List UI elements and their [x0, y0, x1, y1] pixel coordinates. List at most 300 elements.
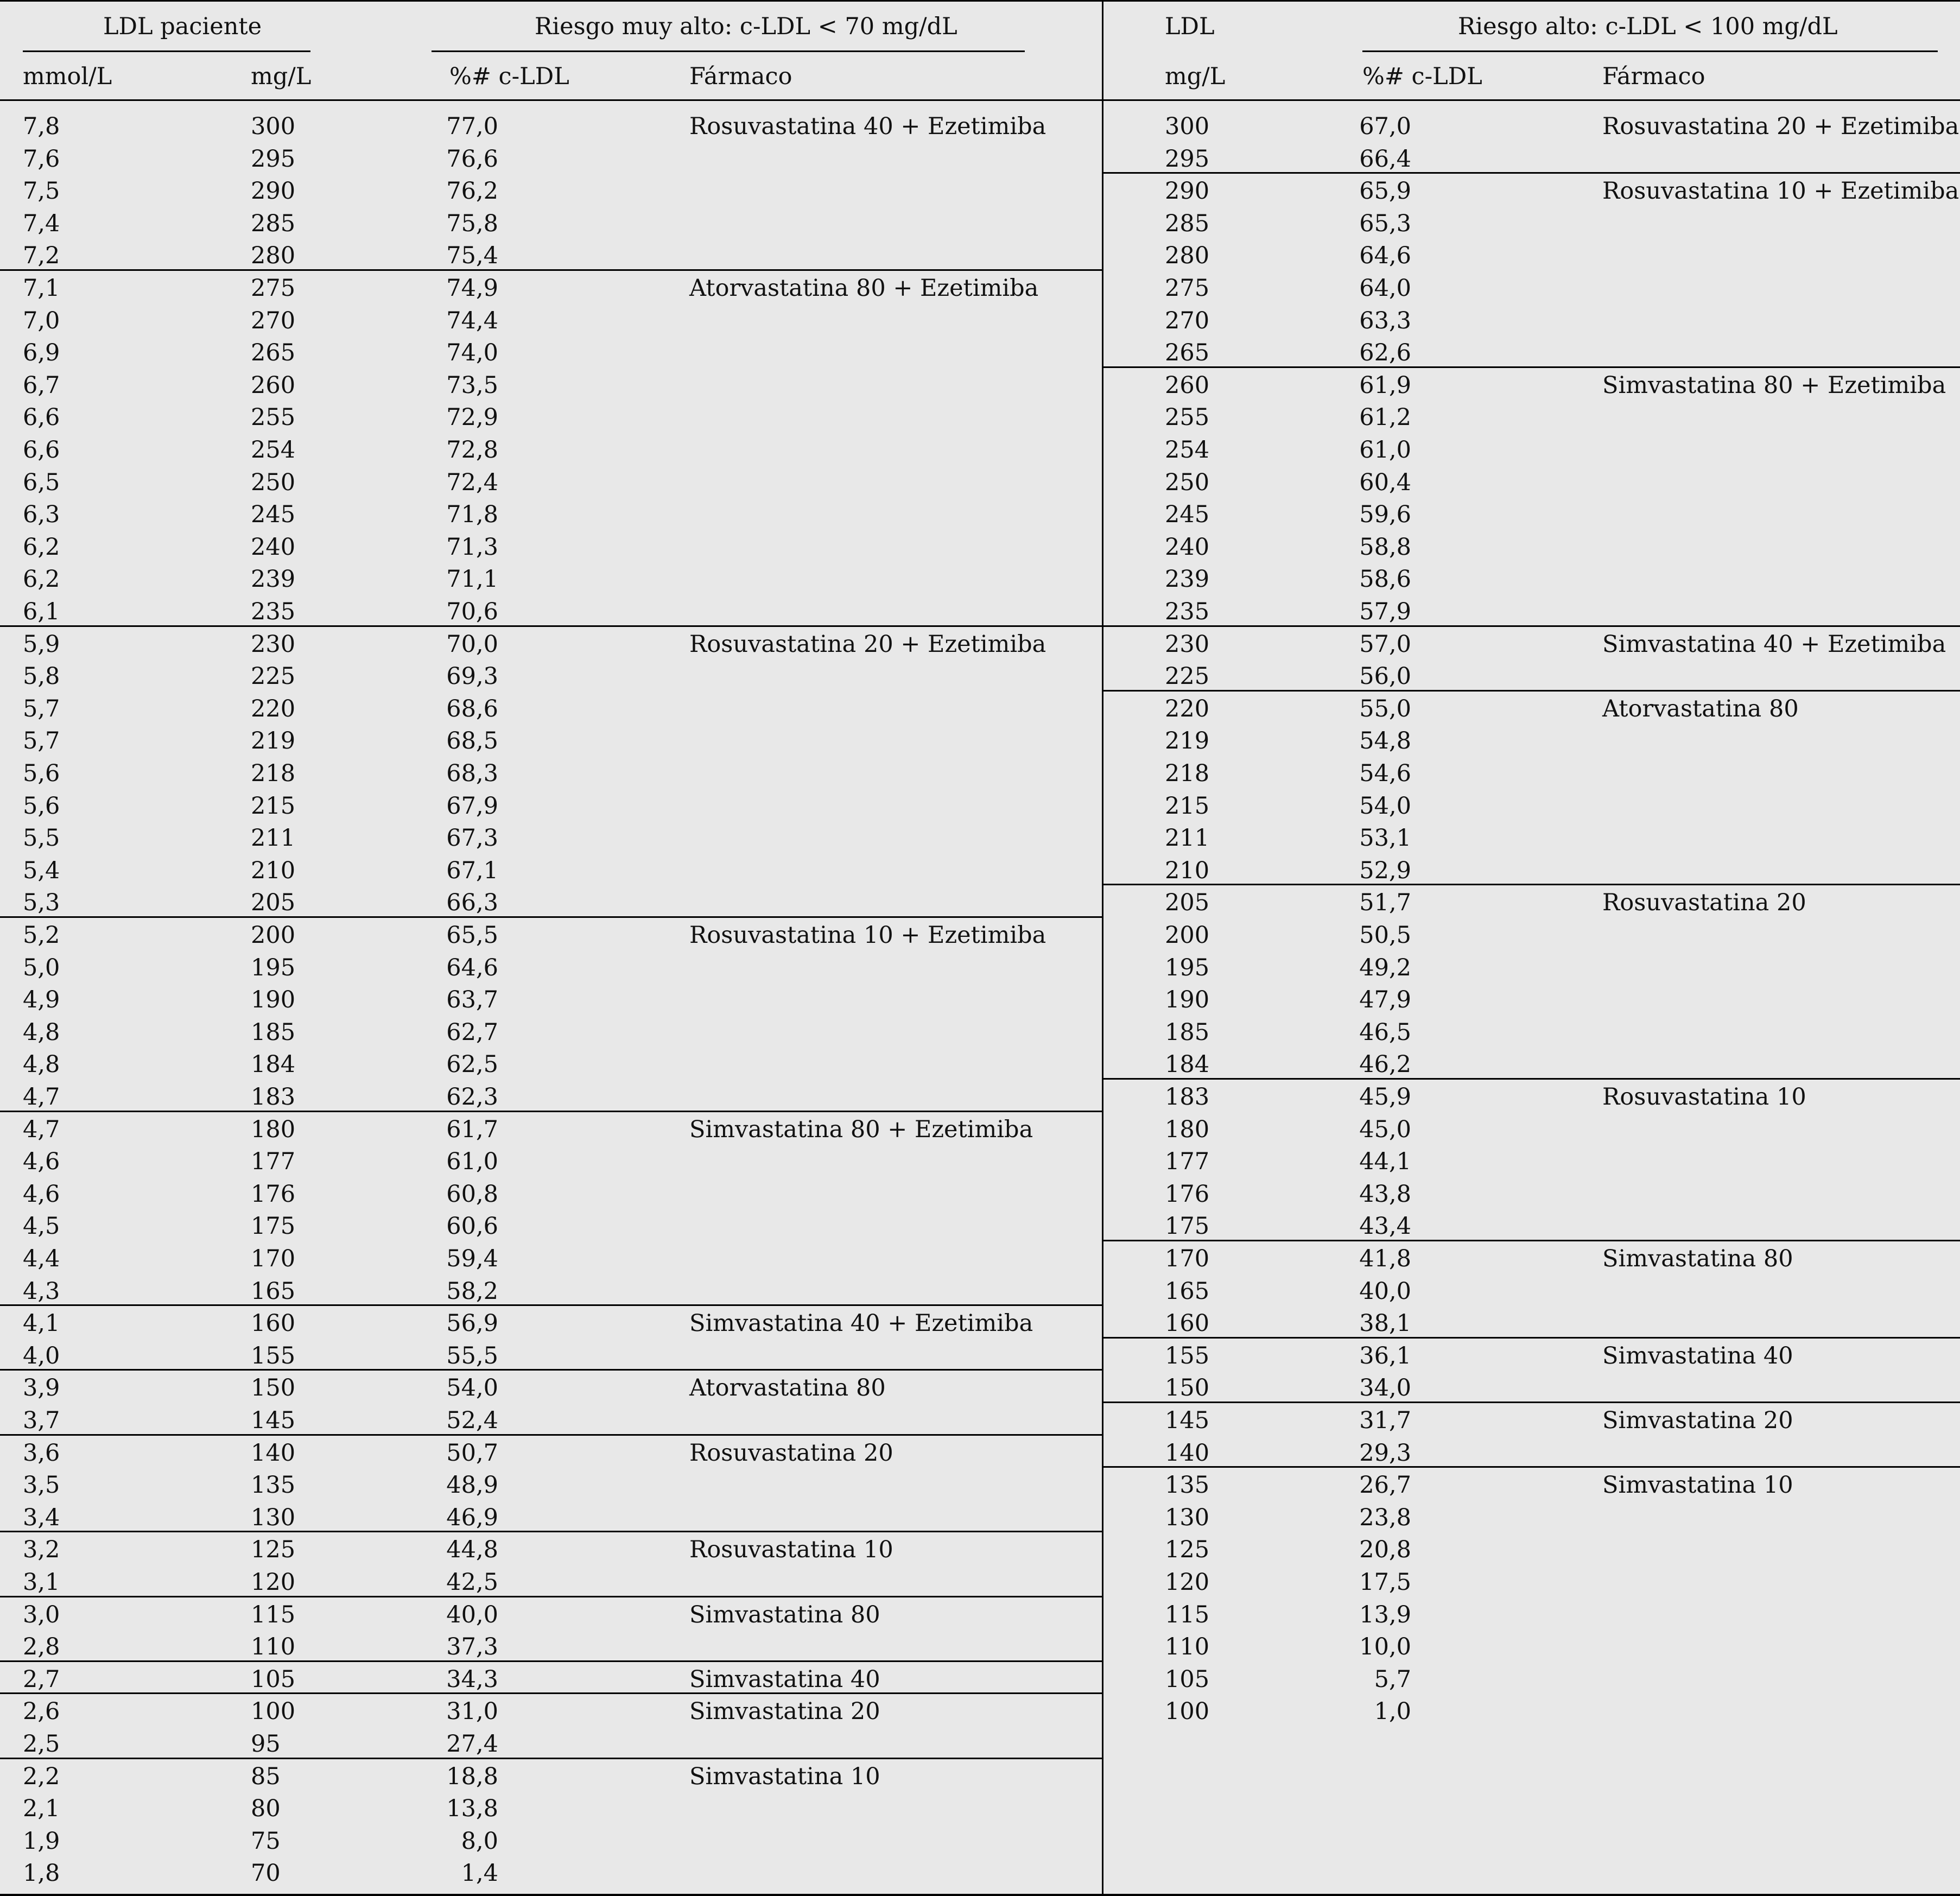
- left-group-header-riesgo-muy-alto: Riesgo muy alto: c-LDL < 70 mg/dL: [535, 13, 957, 40]
- left-cell-mmol: 5,2: [23, 922, 60, 949]
- right-cell-pct: 55,0: [1359, 695, 1411, 722]
- right-cell-mgl: 254: [1165, 436, 1210, 464]
- left-cell-mgl: 225: [251, 663, 296, 690]
- left-cell-mgl: 185: [251, 1018, 296, 1046]
- left-cell-mgl: 135: [251, 1472, 296, 1499]
- left-cell-mmol: 3,0: [23, 1601, 60, 1628]
- right-cell-pct: 51,7: [1359, 889, 1411, 917]
- left-cell-pct: 62,3: [446, 1083, 498, 1111]
- left-cell-pct: 61,0: [446, 1148, 498, 1176]
- left-cell-farmaco: Rosuvastatina 10 + Ezetimiba: [689, 922, 1046, 949]
- left-cell-mgl: 245: [251, 501, 296, 529]
- left-cell-pct: 55,5: [446, 1342, 498, 1369]
- right-cell-pct: 34,0: [1359, 1374, 1411, 1402]
- left-cell-pct: 31,0: [446, 1698, 498, 1726]
- left-cell-pct: 64,6: [446, 954, 498, 981]
- left-cell-pct: 67,3: [446, 825, 498, 852]
- left-cell-mgl: 200: [251, 922, 296, 949]
- left-cell-pct: 8,0: [461, 1827, 498, 1855]
- right-cell-pct: 38,1: [1359, 1310, 1411, 1337]
- right-group-separator: [1102, 1078, 1960, 1080]
- right-cell-pct: 58,8: [1359, 533, 1411, 561]
- right-cell-mgl: 295: [1165, 145, 1210, 173]
- left-cell-mgl: 215: [251, 792, 296, 820]
- left-cell-pct: 77,0: [446, 113, 498, 140]
- right-cell-mgl: 155: [1165, 1342, 1210, 1369]
- left-cell-mgl: 285: [251, 210, 296, 237]
- left-cell-mgl: 140: [251, 1439, 296, 1467]
- right-cell-mgl: 105: [1165, 1665, 1210, 1693]
- right-cell-mgl: 239: [1165, 566, 1210, 593]
- right-cell-pct: 20,8: [1359, 1536, 1411, 1564]
- right-cell-pct: 43,4: [1359, 1213, 1411, 1240]
- right-cell-mgl: 176: [1165, 1180, 1210, 1208]
- right-cell-mgl: 245: [1165, 501, 1210, 529]
- left-group-separator: [0, 1304, 1102, 1306]
- right-cell-mgl: 183: [1165, 1083, 1210, 1111]
- right-cell-farmaco: Simvastatina 40 + Ezetimiba: [1602, 630, 1946, 658]
- center-divider: [1102, 0, 1103, 1896]
- right-cell-pct: 46,5: [1359, 1018, 1411, 1046]
- right-group-separator: [1102, 884, 1960, 885]
- left-cell-mgl: 155: [251, 1342, 296, 1369]
- left-cell-mgl: 80: [251, 1795, 281, 1823]
- right-cell-mgl: 100: [1165, 1698, 1210, 1726]
- left-cell-mgl: 211: [251, 825, 296, 852]
- left-cell-mmol: 4,9: [23, 986, 60, 1014]
- bottom-rule: [0, 1894, 1960, 1896]
- left-cell-mmol: 5,0: [23, 954, 60, 981]
- left-group-separator: [0, 1596, 1102, 1597]
- left-cell-mgl: 105: [251, 1665, 296, 1693]
- right-cell-pct: 63,3: [1359, 307, 1411, 334]
- right-cell-pct: 36,1: [1359, 1342, 1411, 1369]
- right-cell-pct: 62,6: [1359, 339, 1411, 367]
- right-cell-pct: 40,0: [1359, 1277, 1411, 1305]
- right-cell-pct: 41,8: [1359, 1245, 1411, 1272]
- right-cell-pct: 52,9: [1359, 857, 1411, 884]
- left-cell-mmol: 5,3: [23, 889, 60, 917]
- left-group-underline-2: [432, 50, 1025, 52]
- left-cell-pct: 63,7: [446, 986, 498, 1014]
- left-group-separator: [0, 1111, 1102, 1112]
- left-cell-pct: 13,8: [446, 1795, 498, 1823]
- left-cell-mmol: 7,1: [23, 275, 60, 302]
- left-group-separator: [0, 625, 1102, 627]
- right-cell-pct: 49,2: [1359, 954, 1411, 981]
- left-cell-mmol: 1,8: [23, 1860, 60, 1887]
- right-cell-pct: 54,0: [1359, 792, 1411, 820]
- left-group-separator: [0, 1531, 1102, 1532]
- left-cell-pct: 37,3: [446, 1633, 498, 1661]
- left-cell-mgl: 177: [251, 1148, 296, 1176]
- left-cell-mmol: 2,5: [23, 1730, 60, 1758]
- left-cell-pct: 70,0: [446, 630, 498, 658]
- right-cell-mgl: 275: [1165, 275, 1210, 302]
- right-cell-mgl: 280: [1165, 242, 1210, 270]
- left-cell-pct: 1,4: [461, 1860, 498, 1887]
- left-cell-mmol: 4,7: [23, 1115, 60, 1143]
- left-cell-farmaco: Atorvastatina 80: [689, 1374, 886, 1402]
- left-cell-mgl: 255: [251, 404, 296, 432]
- right-cell-mgl: 150: [1165, 1374, 1210, 1402]
- right-cell-pct: 61,0: [1359, 436, 1411, 464]
- left-group-separator: [0, 269, 1102, 271]
- left-cell-pct: 72,9: [446, 404, 498, 432]
- left-cell-pct: 56,9: [446, 1310, 498, 1337]
- right-cell-farmaco: Simvastatina 20: [1602, 1407, 1793, 1434]
- left-cell-farmaco: Rosuvastatina 20 + Ezetimiba: [689, 630, 1046, 658]
- right-cell-pct: 10,0: [1359, 1633, 1411, 1661]
- left-cell-farmaco: Rosuvastatina 40 + Ezetimiba: [689, 113, 1046, 140]
- left-cell-mmol: 4,6: [23, 1148, 60, 1176]
- left-cell-pct: 68,6: [446, 695, 498, 722]
- left-cell-mmol: 3,4: [23, 1504, 60, 1531]
- right-cell-farmaco: Simvastatina 80: [1602, 1245, 1793, 1272]
- left-cell-pct: 68,5: [446, 727, 498, 755]
- right-cell-mgl: 215: [1165, 792, 1210, 820]
- left-cell-mmol: 4,1: [23, 1310, 60, 1337]
- right-cell-pct: 53,1: [1359, 825, 1411, 852]
- right-cell-pct: 66,4: [1359, 145, 1411, 173]
- right-cell-mgl: 165: [1165, 1277, 1210, 1305]
- left-cell-mmol: 7,4: [23, 210, 60, 237]
- right-group-separator: [1102, 625, 1960, 627]
- left-cell-mgl: 260: [251, 371, 296, 399]
- right-cell-mgl: 160: [1165, 1310, 1210, 1337]
- left-cell-mgl: 290: [251, 177, 296, 205]
- right-cell-farmaco: Atorvastatina 80: [1602, 695, 1799, 722]
- right-cell-mgl: 130: [1165, 1504, 1210, 1531]
- left-cell-pct: 70,6: [446, 598, 498, 625]
- left-cell-mmol: 7,6: [23, 145, 60, 173]
- left-cell-mgl: 184: [251, 1051, 296, 1079]
- left-cell-mmol: 3,2: [23, 1536, 60, 1564]
- left-cell-mmol: 6,3: [23, 501, 60, 529]
- right-cell-mgl: 170: [1165, 1245, 1210, 1272]
- right-group-header-ldl: LDL: [1165, 13, 1215, 40]
- right-cell-mgl: 200: [1165, 922, 1210, 949]
- right-cell-pct: 31,7: [1359, 1407, 1411, 1434]
- right-group-separator: [1102, 366, 1960, 368]
- left-header-rule: [0, 99, 1102, 101]
- left-cell-farmaco: Simvastatina 80 + Ezetimiba: [689, 1115, 1033, 1143]
- left-cell-mgl: 295: [251, 145, 296, 173]
- right-group-separator: [1102, 1337, 1960, 1339]
- right-cell-pct: 65,9: [1359, 177, 1411, 205]
- left-cell-mmol: 5,6: [23, 760, 60, 787]
- col-header-pct-left: %# c-LDL: [449, 63, 569, 90]
- left-cell-mmol: 3,9: [23, 1374, 60, 1402]
- left-cell-mmol: 3,1: [23, 1569, 60, 1596]
- left-group-separator: [0, 1660, 1102, 1662]
- left-group-separator: [0, 1692, 1102, 1694]
- right-cell-mgl: 135: [1165, 1472, 1210, 1499]
- right-cell-mgl: 190: [1165, 986, 1210, 1014]
- left-cell-mgl: 195: [251, 954, 296, 981]
- left-cell-mgl: 85: [251, 1762, 281, 1790]
- left-cell-pct: 74,9: [446, 275, 498, 302]
- left-cell-pct: 71,3: [446, 533, 498, 561]
- left-cell-mgl: 265: [251, 339, 296, 367]
- col-header-farmaco-right: Fármaco: [1602, 63, 1705, 90]
- left-cell-mgl: 70: [251, 1860, 281, 1887]
- right-cell-mgl: 260: [1165, 371, 1210, 399]
- left-group-separator: [0, 916, 1102, 918]
- left-cell-farmaco: Simvastatina 10: [689, 1762, 880, 1790]
- right-cell-pct: 5,7: [1374, 1665, 1411, 1693]
- left-cell-pct: 48,9: [446, 1472, 498, 1499]
- left-cell-mgl: 165: [251, 1277, 296, 1305]
- left-cell-mgl: 280: [251, 242, 296, 270]
- right-cell-pct: 65,3: [1359, 210, 1411, 237]
- left-cell-mmol: 4,6: [23, 1180, 60, 1208]
- right-cell-pct: 54,8: [1359, 727, 1411, 755]
- right-cell-pct: 64,6: [1359, 242, 1411, 270]
- left-cell-pct: 59,4: [446, 1245, 498, 1272]
- right-group-separator: [1102, 172, 1960, 174]
- left-cell-mgl: 275: [251, 275, 296, 302]
- right-group-separator: [1102, 1402, 1960, 1403]
- left-cell-mgl: 160: [251, 1310, 296, 1337]
- left-cell-pct: 27,4: [446, 1730, 498, 1758]
- left-cell-pct: 71,1: [446, 566, 498, 593]
- left-cell-mmol: 5,9: [23, 630, 60, 658]
- left-cell-pct: 58,2: [446, 1277, 498, 1305]
- left-cell-mmol: 4,3: [23, 1277, 60, 1305]
- left-cell-mmol: 1,9: [23, 1827, 60, 1855]
- left-cell-pct: 62,5: [446, 1051, 498, 1079]
- left-cell-mmol: 5,6: [23, 792, 60, 820]
- left-cell-mmol: 5,8: [23, 663, 60, 690]
- left-cell-pct: 40,0: [446, 1601, 498, 1628]
- left-cell-pct: 34,3: [446, 1665, 498, 1693]
- right-cell-mgl: 250: [1165, 468, 1210, 496]
- left-cell-mgl: 219: [251, 727, 296, 755]
- left-cell-mmol: 2,2: [23, 1762, 60, 1790]
- right-header-rule: [1102, 99, 1960, 101]
- left-cell-mgl: 205: [251, 889, 296, 917]
- left-cell-mmol: 7,0: [23, 307, 60, 334]
- left-cell-mmol: 4,8: [23, 1051, 60, 1079]
- right-cell-pct: 56,0: [1359, 663, 1411, 690]
- right-cell-mgl: 180: [1165, 1115, 1210, 1143]
- right-cell-pct: 45,9: [1359, 1083, 1411, 1111]
- left-cell-farmaco: Simvastatina 40: [689, 1665, 880, 1693]
- right-cell-pct: 67,0: [1359, 113, 1411, 140]
- right-cell-mgl: 265: [1165, 339, 1210, 367]
- col-header-pct-right: %# c-LDL: [1362, 63, 1482, 90]
- left-cell-mmol: 4,0: [23, 1342, 60, 1369]
- right-cell-mgl: 115: [1165, 1601, 1210, 1628]
- right-cell-pct: 13,9: [1359, 1601, 1411, 1628]
- right-group-separator: [1102, 1240, 1960, 1241]
- left-cell-mmol: 2,7: [23, 1665, 60, 1693]
- right-cell-pct: 60,4: [1359, 468, 1411, 496]
- left-cell-mmol: 6,6: [23, 436, 60, 464]
- right-cell-pct: 57,0: [1359, 630, 1411, 658]
- left-group-separator: [0, 1758, 1102, 1759]
- left-cell-pct: 75,8: [446, 210, 498, 237]
- right-cell-mgl: 270: [1165, 307, 1210, 334]
- left-cell-mmol: 4,8: [23, 1018, 60, 1046]
- left-cell-mmol: 6,9: [23, 339, 60, 367]
- right-cell-mgl: 210: [1165, 857, 1210, 884]
- left-cell-pct: 52,4: [446, 1407, 498, 1434]
- left-cell-mgl: 176: [251, 1180, 296, 1208]
- left-cell-pct: 71,8: [446, 501, 498, 529]
- right-cell-mgl: 230: [1165, 630, 1210, 658]
- right-cell-mgl: 240: [1165, 533, 1210, 561]
- right-cell-mgl: 219: [1165, 727, 1210, 755]
- left-cell-pct: 76,2: [446, 177, 498, 205]
- right-cell-mgl: 120: [1165, 1569, 1210, 1596]
- left-cell-pct: 72,8: [446, 436, 498, 464]
- left-cell-pct: 50,7: [446, 1439, 498, 1467]
- left-cell-mmol: 6,2: [23, 566, 60, 593]
- left-cell-mgl: 239: [251, 566, 296, 593]
- left-cell-mgl: 235: [251, 598, 296, 625]
- right-cell-pct: 58,6: [1359, 566, 1411, 593]
- left-cell-mgl: 300: [251, 113, 296, 140]
- left-cell-mgl: 150: [251, 1374, 296, 1402]
- right-cell-mgl: 220: [1165, 695, 1210, 722]
- left-cell-mmol: 3,7: [23, 1407, 60, 1434]
- left-cell-mgl: 100: [251, 1698, 296, 1726]
- left-cell-pct: 73,5: [446, 371, 498, 399]
- left-cell-mgl: 175: [251, 1213, 296, 1240]
- left-cell-mgl: 115: [251, 1601, 296, 1628]
- left-cell-mmol: 4,5: [23, 1213, 60, 1240]
- col-header-mgl-left: mg/L: [251, 63, 312, 90]
- left-cell-mmol: 6,2: [23, 533, 60, 561]
- right-cell-farmaco: Simvastatina 40: [1602, 1342, 1793, 1369]
- left-cell-pct: 69,3: [446, 663, 498, 690]
- right-cell-mgl: 211: [1165, 825, 1210, 852]
- left-cell-mmol: 4,4: [23, 1245, 60, 1272]
- left-cell-farmaco: Rosuvastatina 20: [689, 1439, 893, 1467]
- left-group-header-ldl-paciente: LDL paciente: [103, 13, 262, 40]
- left-cell-mgl: 170: [251, 1245, 296, 1272]
- col-header-mmol: mmol/L: [23, 63, 112, 90]
- left-cell-pct: 72,4: [446, 468, 498, 496]
- left-cell-mmol: 5,5: [23, 825, 60, 852]
- left-cell-pct: 42,5: [446, 1569, 498, 1596]
- left-cell-pct: 68,3: [446, 760, 498, 787]
- left-cell-pct: 67,1: [446, 857, 498, 884]
- left-cell-farmaco: Simvastatina 40 + Ezetimiba: [689, 1310, 1033, 1337]
- left-cell-mmol: 6,5: [23, 468, 60, 496]
- left-cell-mgl: 183: [251, 1083, 296, 1111]
- left-cell-pct: 18,8: [446, 1762, 498, 1790]
- right-cell-mgl: 218: [1165, 760, 1210, 787]
- left-cell-mgl: 210: [251, 857, 296, 884]
- left-cell-pct: 67,9: [446, 792, 498, 820]
- left-cell-mmol: 2,6: [23, 1698, 60, 1726]
- right-cell-pct: 17,5: [1359, 1569, 1411, 1596]
- right-cell-pct: 44,1: [1359, 1148, 1411, 1176]
- left-cell-mgl: 218: [251, 760, 296, 787]
- left-cell-mmol: 6,1: [23, 598, 60, 625]
- right-cell-pct: 43,8: [1359, 1180, 1411, 1208]
- col-header-farmaco-left: Fármaco: [689, 63, 792, 90]
- right-cell-mgl: 110: [1165, 1633, 1210, 1661]
- left-cell-mmol: 3,6: [23, 1439, 60, 1467]
- right-cell-pct: 47,9: [1359, 986, 1411, 1014]
- right-cell-pct: 1,0: [1374, 1698, 1411, 1726]
- left-cell-mgl: 270: [251, 307, 296, 334]
- left-cell-mmol: 7,2: [23, 242, 60, 270]
- left-cell-mgl: 75: [251, 1827, 281, 1855]
- left-cell-mmol: 2,1: [23, 1795, 60, 1823]
- right-cell-mgl: 205: [1165, 889, 1210, 917]
- right-cell-farmaco: Rosuvastatina 10 + Ezetimiba: [1602, 177, 1959, 205]
- right-cell-mgl: 177: [1165, 1148, 1210, 1176]
- right-cell-mgl: 225: [1165, 663, 1210, 690]
- left-cell-farmaco: Simvastatina 20: [689, 1698, 880, 1726]
- right-cell-mgl: 125: [1165, 1536, 1210, 1564]
- top-rule: [0, 0, 1960, 2]
- right-group-separator: [1102, 1466, 1960, 1468]
- right-cell-mgl: 140: [1165, 1439, 1210, 1467]
- right-cell-farmaco: Rosuvastatina 20: [1602, 889, 1806, 917]
- left-cell-farmaco: Atorvastatina 80 + Ezetimiba: [689, 275, 1039, 302]
- right-cell-mgl: 184: [1165, 1051, 1210, 1079]
- left-cell-mgl: 240: [251, 533, 296, 561]
- left-cell-pct: 60,6: [446, 1213, 498, 1240]
- left-cell-pct: 74,4: [446, 307, 498, 334]
- right-cell-pct: 57,9: [1359, 598, 1411, 625]
- left-cell-mgl: 145: [251, 1407, 296, 1434]
- right-cell-pct: 29,3: [1359, 1439, 1411, 1467]
- right-cell-farmaco: Simvastatina 80 + Ezetimiba: [1602, 371, 1946, 399]
- left-cell-mmol: 5,7: [23, 695, 60, 722]
- left-cell-mgl: 120: [251, 1569, 296, 1596]
- left-cell-mgl: 254: [251, 436, 296, 464]
- left-cell-pct: 65,5: [446, 922, 498, 949]
- right-cell-farmaco: Simvastatina 10: [1602, 1472, 1793, 1499]
- right-cell-mgl: 285: [1165, 210, 1210, 237]
- right-cell-mgl: 145: [1165, 1407, 1210, 1434]
- left-cell-pct: 60,8: [446, 1180, 498, 1208]
- left-cell-mgl: 250: [251, 468, 296, 496]
- left-group-separator: [0, 1434, 1102, 1436]
- left-cell-pct: 44,8: [446, 1536, 498, 1564]
- left-cell-farmaco: Rosuvastatina 10: [689, 1536, 893, 1564]
- left-cell-mmol: 6,7: [23, 371, 60, 399]
- right-cell-mgl: 175: [1165, 1213, 1210, 1240]
- left-cell-pct: 62,7: [446, 1018, 498, 1046]
- left-cell-mgl: 190: [251, 986, 296, 1014]
- col-header-mgl-right: mg/L: [1165, 63, 1226, 90]
- left-group-underline-1: [23, 50, 310, 52]
- left-cell-mmol: 4,7: [23, 1083, 60, 1111]
- right-cell-pct: 46,2: [1359, 1051, 1411, 1079]
- right-cell-pct: 23,8: [1359, 1504, 1411, 1531]
- left-cell-mmol: 6,6: [23, 404, 60, 432]
- left-cell-mmol: 7,5: [23, 177, 60, 205]
- right-cell-farmaco: Rosuvastatina 10: [1602, 1083, 1806, 1111]
- right-cell-mgl: 255: [1165, 404, 1210, 432]
- right-cell-pct: 64,0: [1359, 275, 1411, 302]
- right-cell-pct: 61,9: [1359, 371, 1411, 399]
- left-cell-mgl: 230: [251, 630, 296, 658]
- left-cell-mgl: 130: [251, 1504, 296, 1531]
- left-cell-mmol: 7,8: [23, 113, 60, 140]
- left-cell-mmol: 5,7: [23, 727, 60, 755]
- left-cell-mgl: 125: [251, 1536, 296, 1564]
- right-cell-pct: 61,2: [1359, 404, 1411, 432]
